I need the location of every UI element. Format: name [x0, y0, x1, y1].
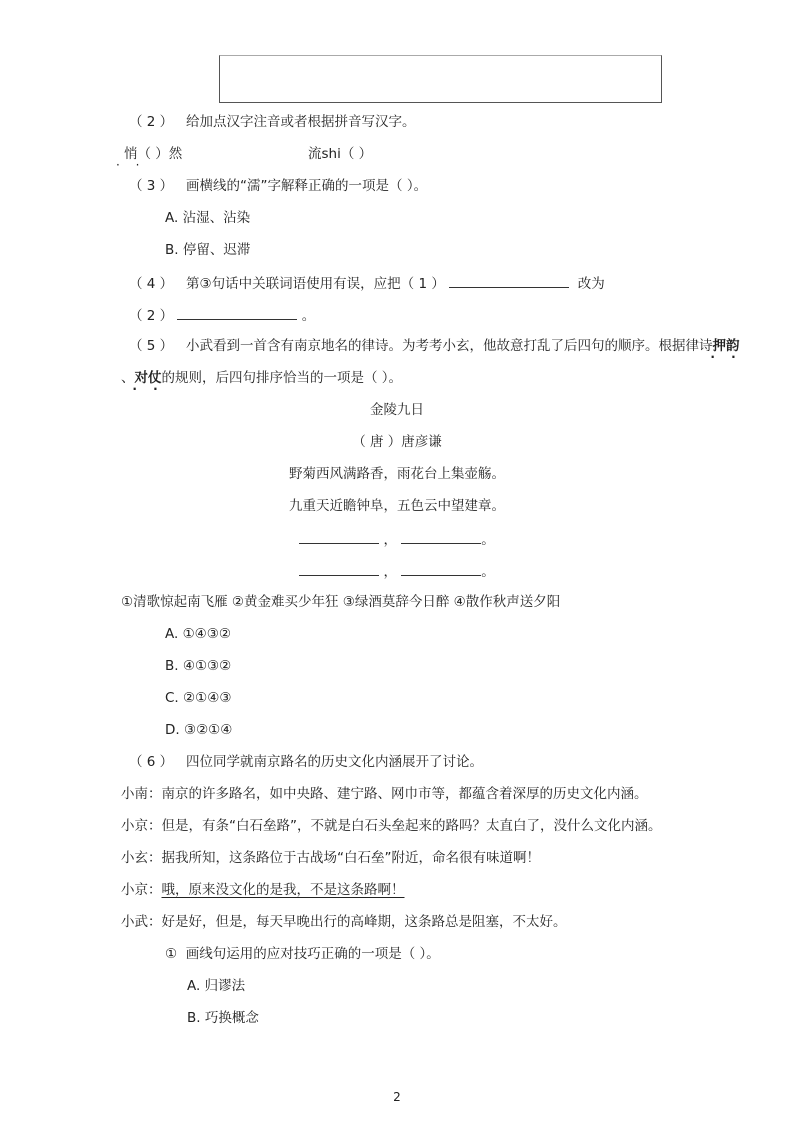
- question-5-line-2: [121, 369, 402, 387]
- question-text: 给加点汉字注音或者根据拼音写汉字。: [186, 114, 416, 130]
- q5-option-a: A. ①④③②: [165, 626, 231, 642]
- item-text: 流shi: [308, 146, 341, 162]
- page-number: 2: [393, 1090, 401, 1104]
- q5-option-c: C. ②①④③: [165, 690, 232, 706]
- question-label: （ 5 ）: [129, 338, 174, 354]
- question-label: （ 4 ）: [129, 276, 174, 292]
- question-6: [129, 753, 483, 771]
- q5-option-d: D. ③②①④: [165, 722, 233, 738]
- q5-option-b: B. ④①③②: [165, 658, 232, 674]
- dialogue-line-1: 小南：南京的许多路名，如中央路、建宁路、网巾市等，都蕴含着深厚的历史文化内涵。: [121, 786, 648, 802]
- end-mark: 。: [301, 308, 316, 324]
- q6-sub1-option-b: B. 巧换概念: [187, 1010, 259, 1026]
- answer-blank: [401, 561, 481, 576]
- poem-line-2: 九重天近瞻钟阜，五色云中望建章。: [289, 498, 505, 514]
- dotted-word-yayun: 押韵 · ·: [713, 338, 740, 354]
- q3-option-b: B. 停留、迟滞: [165, 242, 251, 258]
- question-text: 小武看到一首含有南京地名的律诗。为考考小玄，他故意打乱了后四句的顺序。根据律诗: [186, 338, 713, 354]
- underlined-sentence: 哦，原来没文化的是我，不是这条路啊！: [161, 882, 405, 898]
- poem-author: （ 唐 ）唐彦谦: [352, 434, 442, 450]
- q2-item-2: [308, 145, 372, 163]
- q6-sub-question-1: [165, 945, 440, 963]
- punct: 、: [121, 370, 135, 386]
- question-label: （ 3 ）: [129, 178, 174, 194]
- question-label: （ 2 ）: [129, 114, 174, 130]
- question-text-2: 改为: [577, 276, 605, 292]
- q5-choices: ①清歌惊起南飞雁 ②黄金难买少年狂 ③绿酒莫辞今日醉 ④散作秋声送夕阳: [121, 594, 561, 610]
- question-label: （ 6 ）: [129, 754, 174, 770]
- sub-number: ①: [165, 946, 178, 962]
- dialogue-line-3: 小玄：据我所知，这条路位于古战场“白石垒”附近，命名很有味道啊！: [121, 850, 540, 866]
- poem-line-1: 野菊西风满路香，雨花台上集壶觞。: [289, 466, 505, 482]
- question-2: [129, 113, 416, 131]
- q2-item-1: [124, 145, 182, 163]
- dialogue-line-5: 小武：好是好，但是，每天早晚出行的高峰期，这条路总是阻塞，不太好。: [121, 914, 567, 930]
- question-text: 画横线的“濡”字解释正确的一项是（ ）。: [186, 178, 428, 194]
- answer-blank: [299, 529, 379, 544]
- question-5: [129, 337, 740, 355]
- comma: ，: [383, 564, 397, 580]
- q6-sub1-option-a: A. 归谬法: [187, 978, 246, 994]
- dialogue-line-2: 小京：但是，有条“白石垒路”，不就是白石头垒起来的路吗？太直白了，没什么文化内涵。: [121, 818, 662, 834]
- period: 。: [481, 564, 495, 580]
- question-text: 第③句话中关联词语使用有误，应把（ 1 ）: [186, 276, 445, 292]
- question-text: 四位同学就南京路名的历史文化内涵展开了讨论。: [186, 754, 484, 770]
- answer-blank: [299, 561, 379, 576]
- poem-blank-line-2: [0, 561, 794, 581]
- dotted-word-duizhang: 对仗 · ·: [135, 370, 162, 386]
- answer-box: [219, 55, 662, 103]
- q3-option-a: A. 沾湿、沾染: [165, 210, 251, 226]
- poem-title: 金陵九日: [370, 402, 424, 418]
- dialogue-line-4: [121, 881, 405, 899]
- question-4-line-2: [129, 305, 315, 325]
- item-text: 然: [168, 146, 183, 162]
- sub-text: 画线句运用的应对技巧正确的一项是（ ）。: [185, 946, 440, 962]
- answer-paren: （ ）: [137, 146, 169, 162]
- question-text: 的规则，后四句排序恰当的一项是（ ）。: [161, 370, 403, 386]
- answer-blank: [401, 529, 481, 544]
- question-3: [129, 177, 427, 195]
- answer-paren: （ ）: [340, 146, 373, 162]
- poem-blank-line-1: [0, 529, 794, 549]
- question-4: [129, 273, 605, 293]
- answer-blank: [449, 273, 569, 288]
- answer-blank: [177, 305, 297, 320]
- speaker: 小京：: [121, 882, 162, 898]
- period: 。: [481, 532, 495, 548]
- dotted-char: 悄 · ·: [124, 146, 138, 162]
- comma: ，: [383, 532, 397, 548]
- question-label: （ 2 ）: [129, 308, 174, 324]
